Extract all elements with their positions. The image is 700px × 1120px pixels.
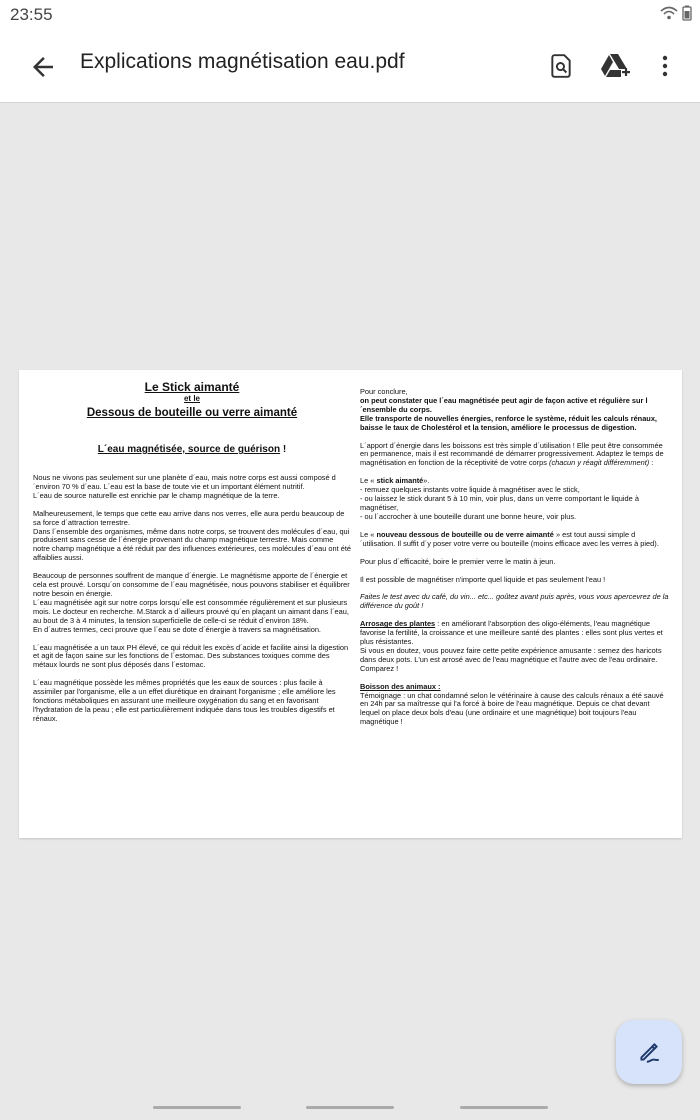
section-heading: Boisson des animaux : (360, 681, 441, 691)
paragraph-bold: on peut constater que l´eau magnétisée peut agir de façon active et régulière sur l´ensemble du corps. (360, 395, 648, 414)
paragraph: Dans l´ensemble des organismes, même dans notre corps, se trouvent des molécules d´eau, qui produisent sans cesse de l´énergie provenant du champ magnétique terrestre. Mais comme notre champ magnétique a été réduit par des influences extérieures, ces molécules d´eau ont été affaiblies aussi. (33, 526, 351, 563)
status-bar (0, 0, 700, 30)
paragraph: Le « nouveau dessous de bouteille ou de verre aimanté » est tout aussi simple d´utilisation. Il suffit d´y poser votre verre ou bouteille (moins efficace avec les verres à pied). (360, 529, 659, 548)
pdf-page (19, 370, 682, 838)
nav-indicator[interactable] (306, 1106, 394, 1109)
wifi-icon (660, 6, 678, 20)
annotate-pen-icon (636, 1039, 662, 1065)
left-column (33, 380, 351, 733)
status-time: 23:55 (10, 5, 53, 24)
add-to-drive-button[interactable] (600, 50, 632, 82)
paragraph: En d´autres termes, ceci prouve que l´eau se dote d´énergie à travers sa magnétisation. (33, 624, 321, 634)
paragraph: Il est possible de magnétiser n'importe quel liquide et pas seulement l'eau ! (360, 574, 606, 584)
arrow-back-icon (28, 52, 58, 82)
paragraph: Arrosage des plantes : en améliorant l'absorption des oligo-éléments, l'eau magnétique favorise la fertilité, la croissance et une meilleure santé des plantes : elles sont plus vertes et plus résistantes. (360, 619, 663, 647)
paragraph: L´eau de source naturelle est enrichie par le champ magnétique de la terre. (33, 490, 280, 500)
paragraph: Nous ne vivons pas seulement sur une planète d´eau, mais notre corps est aussi composé d´environ 70 % d´eau. L´eau est la base de toute vie et un important élément nutritif. (33, 473, 336, 491)
gesture-nav-bar (0, 1106, 700, 1114)
doc-title-1: Le Stick aimanté (144, 380, 240, 394)
annotate-button[interactable] (616, 1020, 682, 1084)
document-title: Explications magnétisation eau.pdf (80, 50, 405, 73)
paragraph: Pour conclure, (360, 387, 408, 396)
battery-icon (682, 5, 692, 21)
more-options-button[interactable] (649, 50, 681, 82)
nav-indicator (460, 1106, 548, 1109)
paragraph: L´eau magnétisée a un taux PH élevé, ce qui réduit les excès d´acide et facilite ainsi la digestion et agit de façon saine sur les fonctions de l´estomac. Des substances toxiques comme des métaux lourds ne sont plus déposés dans l´estomac. (33, 642, 349, 670)
find-in-document-icon (548, 53, 574, 79)
status-icons (660, 5, 692, 21)
back-button[interactable] (28, 52, 58, 82)
paragraph: Malheureusement, le temps que cette eau arrive dans nos verres, elle aura perdu beaucoup de sa force d´attraction terrestre. (33, 508, 345, 527)
doc-title-2: et le (183, 394, 200, 403)
list-item: - ou laissez le stick durant 5 à 10 min, voir plus, dans un verre comportant le liquide à magnétiser, (360, 494, 639, 512)
list-item: - remuez quelques instants votre liquide à magnétiser avec le stick, (360, 485, 580, 495)
nav-indicator (153, 1106, 241, 1109)
doc-title-3: Dessous de bouteille ou verre aimanté (86, 407, 298, 419)
doc-subtitle: L´eau magnétisée, source de guérison ! (97, 444, 287, 455)
right-column (360, 388, 670, 727)
paragraph: Beaucoup de personnes souffrent de manque d´énergie. Le magnétisme apporte de l´énergie et cela est prouvé. Lorsqu´on consomme de l´eau magnétisée, nous pouvons stabiliser et équilibrer notre besoin en énergie. (33, 571, 350, 598)
find-in-document-button[interactable] (545, 50, 577, 82)
paragraph: L´eau magnétique possède les mêmes propriétés que les eaux de sources : plus facile à assimiler par l'organisme, elle a un effet diurétique en drainant l'organisme ; elle améliore les fonctions métaboliques en assurant une meilleure oxygénation du sang et en favorisant l'hydratation de la peau ; elle est particulièrement indiquée dans tous les troubles digestifs et rénaux. (33, 678, 336, 723)
paragraph-italic: Faites le test avec du café, du vin... etc... goûtez avant puis après, vous vous apercevrez de la différence du goût ! (360, 592, 669, 611)
paragraph-bold: Elle transporte de nouvelles énergies, renforce le système, réduit les calculs rénaux, baisse le taux de Cholestérol et la tension, améliore le processus de digestion. (360, 413, 657, 432)
paragraph: L´eau magnétisée agit sur notre corps lorsqu´elle est consommée régulièrement et sur plusieurs mois. Le docteur en recherche. M.Starck a d´ailleurs prouvé qu´en plaçant un aimant dans l´eau, au bout de 3 à 4 minutes, la tension superficielle de celle-ci se réduit d´environ 18%. (33, 597, 349, 625)
paragraph: L´apport d´énergie dans les boissons est très simple d´utilisation ! Elle peut être consommée en permanence, mais il est recommandé de démarrer progressivement. Adaptez le temps de magnétisation en fonction de la réceptivité de votre corps (chacun y réagit différemment) : (360, 440, 664, 468)
paragraph: Si vous en doutez, vous pouvez faire cette petite expérience amusante : semez des haricots dans deux pots. L'un est arrosé avec de l'eau magnétique et l'autre avec de l'eau ordinaire. Comparez ! (360, 645, 662, 673)
paragraph: Le « stick aimanté». (360, 476, 430, 486)
add-to-drive-icon (601, 52, 631, 80)
list-item: - ou l´accrocher à une bouteille durant une bonne heure, voir plus. (360, 511, 577, 521)
more-vert-icon (661, 55, 669, 77)
top-app-bar (0, 30, 700, 103)
paragraph: Témoignage : un chat condamné selon le vétérinaire à cause des calculs rénaux a été sauvé en 24h par sa maîtresse qui l'a forcé à boire de l'eau magnétique. Depuis ce chat devant lequel on place deux bols d'eau (une ordinaire et une magnétique) boit toujours l'eau magnétique ! (360, 690, 664, 727)
paragraph: Pour plus d´efficacité, boire le premier verre le matin à jeun. (360, 556, 556, 566)
